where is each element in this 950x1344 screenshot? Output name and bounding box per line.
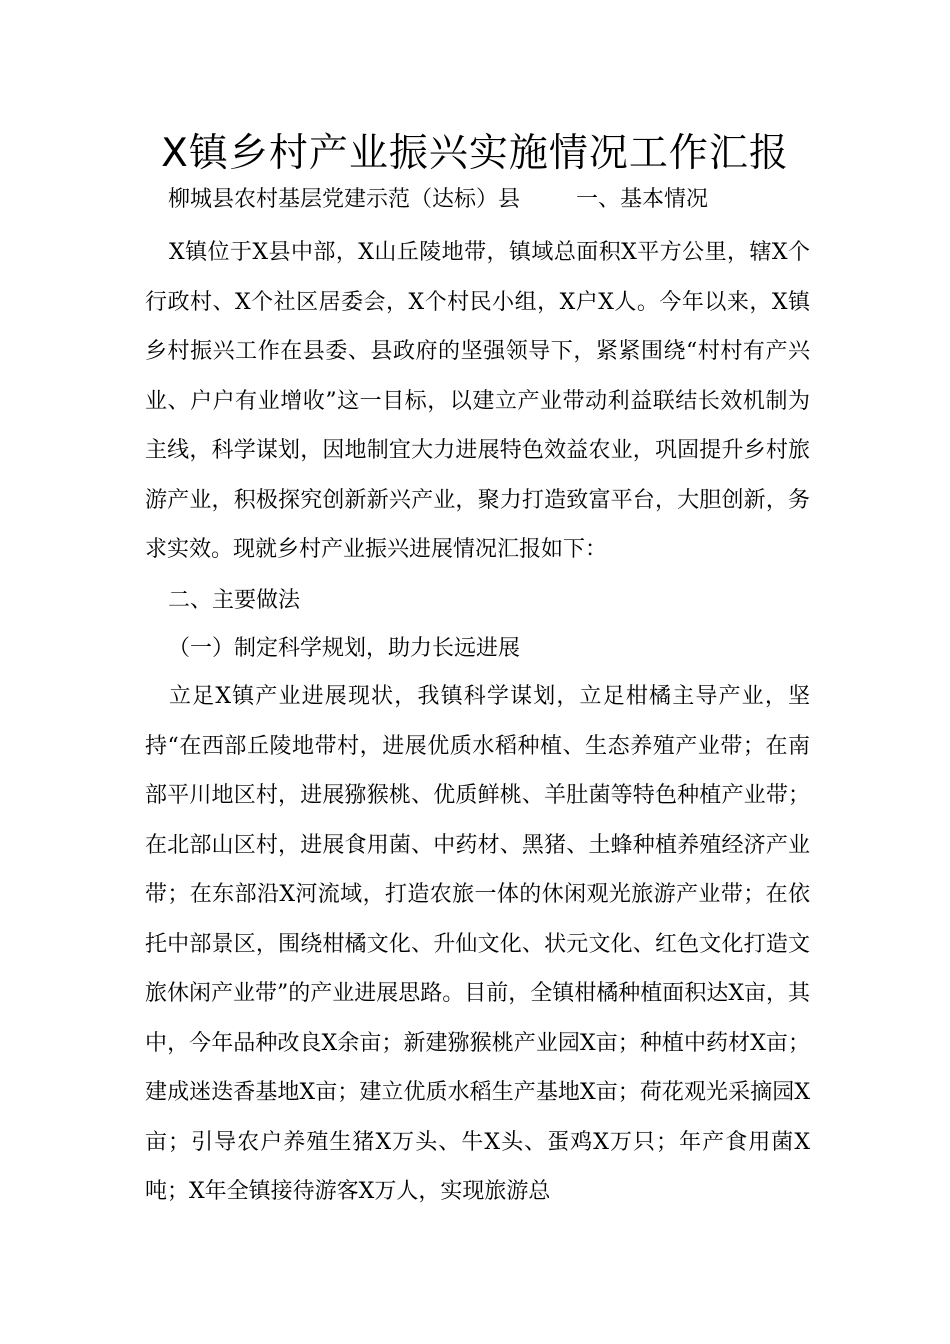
paragraph-basic-situation: X镇位于X县中部，X山丘陵地带，镇域总面积X平方公里，辖X个行政村、X个社区居委会，X个村民小组，X户X人。今年以来，X镇乡村振兴工作在县委、县政府的坚强领导下，紧紧围绕“村村有产兴业、户户有业增收”这一目标，以建立产业带动利益联结长效机制为主线，科学谋划，因地制宜大力进展特色效益农业，巩固提升乡村旅游产业，积极探究创新新兴产业，聚力打造致富平台，大胆创新，务求实效。现就乡村产业振兴进展情况汇报如下：: [145, 240, 810, 562]
document-title: X镇乡村产业振兴实施情况工作汇报: [161, 131, 789, 176]
subsection-1-heading: （一）制定科学规划，助力长远进展: [168, 636, 521, 661]
section-2-heading: 二、主要做法: [168, 588, 301, 613]
document-subtitle: 柳城县农村基层党建示范（达标）县: [168, 187, 521, 212]
section-1-heading: 一、基本情况: [576, 187, 709, 212]
paragraph-planning: 立足X镇产业进展现状，我镇科学谋划，立足柑橘主导产业，坚持“在西部丘陵地带村，进展优质水稻种植、生态养殖产业带；在南部平川地区村，进展猕猴桃、优质鲜桃、羊肚菌等特色种植产业带；在北部山区村，进展食用菌、中药材、黑猪、土蜂种植养殖经济产业带；在东部沿X河流域，打造农旅一体的休闲观光旅游产业带；在依托中部景区，围绕柑橘文化、升仙文化、状元文化、红色文化打造文旅休闲产业带”的产业进展思路。目前，全镇柑橘种植面积达X亩，其中，今年品种改良X余亩；新建猕猴桃产业园X亩；种植中药材X亩；建成迷迭香基地X亩；建立优质水稻生产基地X亩；荷花观光采摘园X亩；引导农户养殖生猪X万头、牛X头、蛋鸡X万只；年产食用菌X吨；X年全镇接待游客X万人，实现旅游总: [145, 684, 810, 1204]
subtitle-line: [168, 184, 868, 216]
